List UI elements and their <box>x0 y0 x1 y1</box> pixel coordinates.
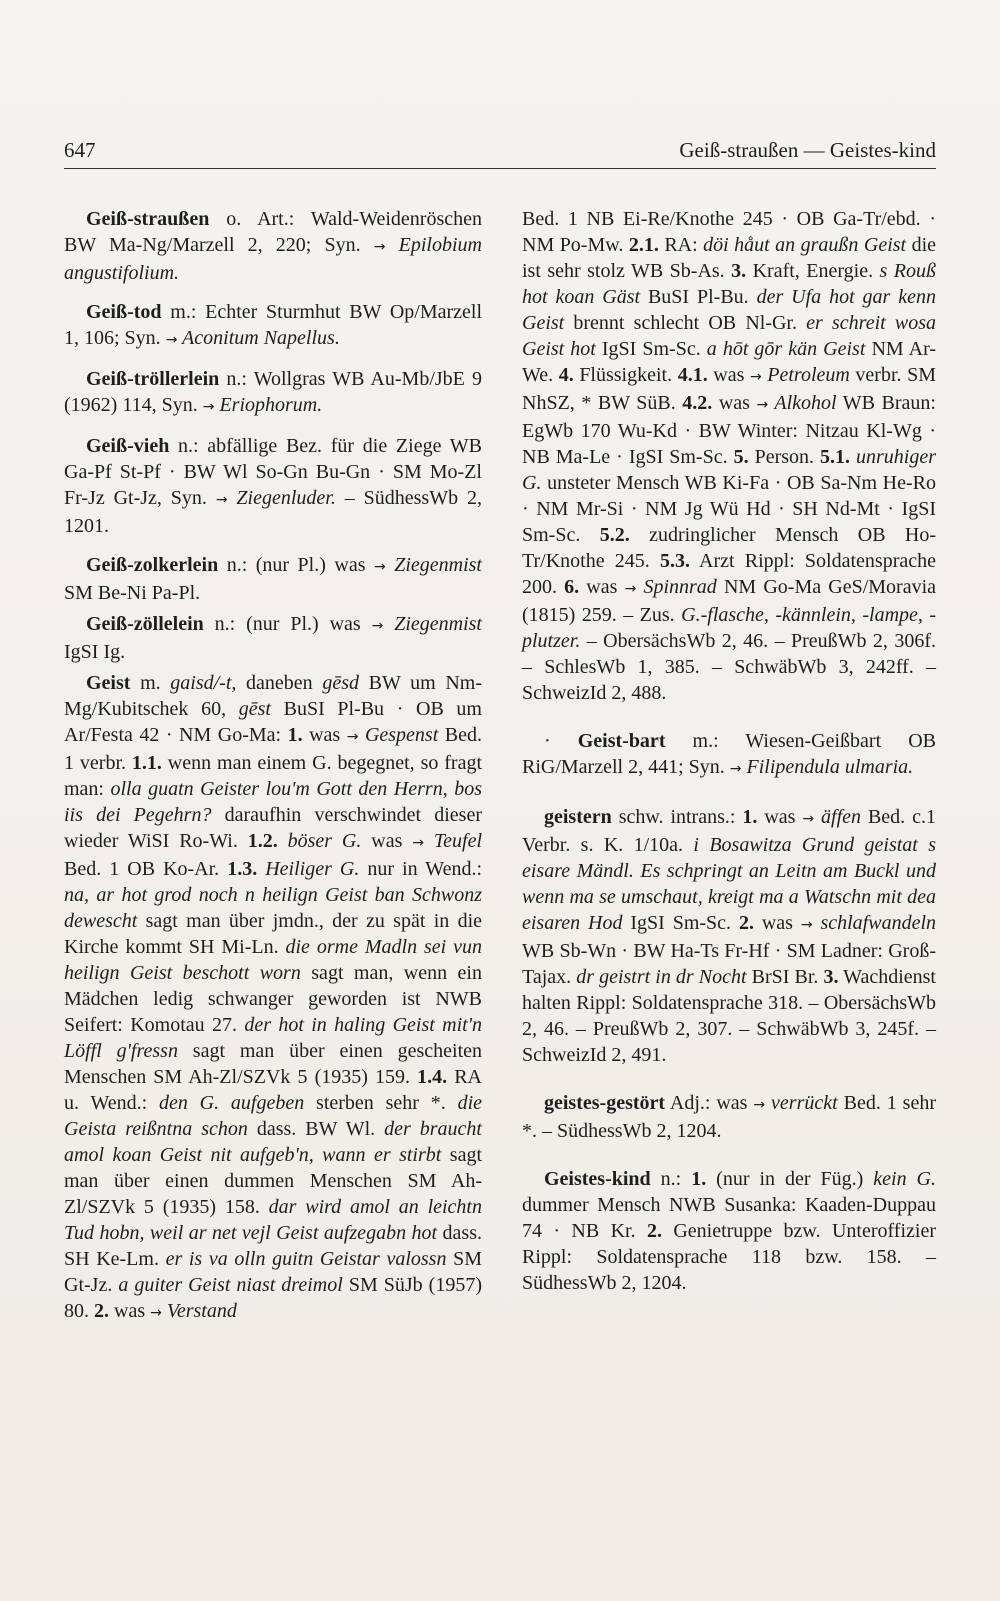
arrow-icon: → <box>165 332 178 348</box>
entry-text: Bed. 1 OB Ko-Ar. <box>64 858 228 880</box>
entry-text: was <box>707 364 750 386</box>
lemma: Geiß-zolkerlein <box>86 554 219 576</box>
entry-text: was <box>109 1300 151 1322</box>
entry-text: Bed. c.1 Verbr. s. K. 1/10a. <box>522 806 936 856</box>
entry-italic: i Bosawitza Grund geistat s eisare Mändl. Es schpringt an Leitn am Buckl und wenn ma se umschaut, kreigt ma a Watschn mit dea eisaren Hod <box>522 834 936 934</box>
lemma: Geiß-tröllerlein <box>86 368 220 390</box>
entry-text: dass. SH Ke-Lm. <box>64 1222 482 1270</box>
entry-text: – SüdhessWb 2, 1201. <box>64 487 482 537</box>
entry-text: was <box>361 830 413 852</box>
entry-italic: unruhiger G. <box>522 446 937 494</box>
entry-italic: die orme Madln sei vun heilign Geist beschott worn <box>64 936 482 984</box>
sense-number: 4.2. <box>682 392 713 414</box>
sense-number: 1. <box>742 806 758 828</box>
page-header <box>64 138 936 169</box>
entry-italic: kein G. <box>873 1168 936 1190</box>
entry-italic: den G. aufgeben <box>158 1092 305 1114</box>
entry-text: daraufhin verschwindet dieser wieder WiSI Ro-Wi. <box>64 804 483 852</box>
entry-text: sagt man über einen dummen Menschen SM Ah-Zl/SZVk 5 (1935) 158. <box>64 1144 482 1218</box>
arrow-icon: → <box>756 397 769 413</box>
entry-text: WB Braun: EgWb 170 Wu-Kd · BW Winter: Nitzau Kl-Wg · NB Ma-Le · IgSI Sm-Sc. <box>522 392 936 468</box>
right-column <box>522 206 936 1309</box>
entry-text: BrSI Br. <box>746 966 824 988</box>
entry-italic: Verstand <box>161 1300 237 1322</box>
entry-text: (nur in der Füg.) <box>706 1168 874 1190</box>
entry-italic: der hot in haling Geist mit'n Löffl g'fressn <box>64 1014 482 1062</box>
arrow-icon: → <box>202 399 215 415</box>
entry-text: BuSI Pl-Bu. <box>640 286 757 308</box>
entry-text: sagt man über einen gescheiten Menschen SM Ah-Zl/SZVk 5 (1935) 159. <box>64 1040 482 1088</box>
entry-text: NM Go-Ma GeS/Moravia (1815) 259. – Zus. <box>522 576 937 626</box>
entry-geist <box>64 670 482 1326</box>
sense-number: 2. <box>646 1220 662 1242</box>
arrow-icon: → <box>749 369 762 385</box>
entry-text: was <box>579 576 625 598</box>
entry-text: o. Art.: Wald-Weidenröschen BW Ma-Ng/Marzell 2, 220; Syn. <box>64 208 482 256</box>
entry-text: IgSI Sm-Sc. <box>622 912 739 934</box>
entry-italic: Ziegenmist <box>383 613 482 635</box>
arrow-icon: → <box>373 239 386 255</box>
entry-text: was <box>757 806 803 828</box>
sense-number: 5. <box>733 446 749 468</box>
lemma: geistes-gestört <box>544 1092 666 1114</box>
sense-number: 3. <box>731 260 747 282</box>
entry-text: Adj.: was <box>665 1092 754 1114</box>
entry-geistes-kind <box>522 1166 936 1296</box>
entry-geiss-troellerlein <box>64 366 482 420</box>
entry-text: IgSI Sm-Sc. <box>595 338 707 360</box>
entry-text: Bed. 1 NB Ei-Re/Knothe 245 · OB Ga-Tr/ebd. · NM Po-Mw. <box>522 208 936 256</box>
sense-number: 2.1. <box>628 234 659 256</box>
entry-text: m.: Wiesen-Geißbart OB RiG/Marzell 2, 441; Syn. <box>522 730 936 778</box>
entry-text: SM Gt-Jz. <box>64 1248 482 1296</box>
entry-text: die ist sehr stolz WB Sb-As. <box>522 234 937 282</box>
entry-italic: Ziegenmist <box>385 554 482 576</box>
arrow-icon: → <box>729 761 742 777</box>
entry-text: m.: Echter Sturmhut BW Op/Marzell 1, 106; Syn. <box>64 301 482 349</box>
entry-text: Kraft, Energie. <box>746 260 880 282</box>
entry-italic: die Geista reißntna schon <box>64 1092 482 1140</box>
entry-geiss-vieh <box>64 433 482 539</box>
entry-text: Bed. 1 verbr. <box>64 724 482 774</box>
entry-geiss-zolkerlein <box>64 552 482 606</box>
entry-italic: schlafwandeln <box>812 912 936 934</box>
lemma: Geiß-vieh <box>86 435 170 457</box>
entry-text: was <box>302 724 347 746</box>
sense-number: 1. <box>287 724 303 746</box>
running-head: Geiß-straußen — Geistes-kind <box>679 138 936 162</box>
entry-italic: gēst <box>238 698 271 720</box>
page-number: 647 <box>64 138 96 162</box>
lemma: Geist <box>86 672 131 694</box>
entry-text: IgSI Ig. <box>64 641 126 663</box>
entry-italic: G.-flasche, -kännlein, -lampe, -plutzer. <box>522 604 937 652</box>
entry-text: WB Sb-Wn · BW Ha-Ts Fr-Hf · SM Ladner: Groß-Tajax. <box>522 940 936 988</box>
entry-text: n.: <box>650 1168 692 1190</box>
sense-number: 1.1. <box>131 752 162 774</box>
sense-number: 1.4. <box>417 1066 448 1088</box>
entry-text: schw. intrans.: <box>611 806 743 828</box>
entry-italic: Heiliger G. <box>257 858 360 880</box>
entry-italic: Alkohol <box>768 392 837 414</box>
entry-italic: dar wird amol an leichtn Tud hobn, weil ar net vejl Geist aufzegabn hot <box>64 1196 482 1244</box>
entry-text: RA: <box>658 234 704 256</box>
entry-text: n.: Wollgras WB Au-Mb/JbE 9 (1962) 114, Syn. <box>64 368 482 416</box>
arrow-icon: → <box>215 492 228 508</box>
entry-geist-continued <box>522 206 936 706</box>
sense-number: 1.3. <box>227 858 258 880</box>
entry-text: dass. BW Wl. <box>247 1118 385 1140</box>
entry-text: SM Be-Ni Pa-Pl. <box>64 582 201 604</box>
entry-text: Flüssigkeit. <box>573 364 678 386</box>
entry-italic: Teufel <box>423 830 482 852</box>
entry-italic: Spinnrad <box>636 576 717 598</box>
sense-number: 5.1. <box>820 446 851 468</box>
entry-text: nur in Wend.: <box>359 858 482 880</box>
entry-italic: äffen <box>814 806 862 828</box>
entry-text: brennt schlecht OB Nl-Gr. <box>564 312 807 334</box>
sense-number: 4. <box>558 364 574 386</box>
entry-italic: s Rouß hot koan Gäst <box>522 260 937 308</box>
lemma: Geiß-zöllelein <box>86 613 204 635</box>
entry-geiss-tod <box>64 299 482 353</box>
sense-number: 2. <box>738 912 754 934</box>
entry-text: NM Ar-We. <box>522 338 936 386</box>
entry-text: sagt man, wenn ein Mädchen ledig schwanger geworden ist NWB Seifert: Komotau 27. <box>64 962 482 1036</box>
entry-italic: Gespenst <box>358 724 439 746</box>
lemma: Geist-bart <box>577 730 666 752</box>
entry-italic: a hōt gōr kän Geist <box>706 338 866 360</box>
arrow-icon: → <box>371 618 384 634</box>
entry-italic: döi håut an graußn Geist <box>703 234 907 256</box>
arrow-icon: → <box>753 1097 766 1113</box>
entry-italic: gēsd <box>322 672 359 694</box>
arrow-icon: → <box>624 581 637 597</box>
lemma: Geiß-straußen <box>86 208 210 230</box>
entry-geist-bart <box>522 728 936 782</box>
entry-text: daneben <box>236 672 323 694</box>
entry-geiss-zoellelein <box>64 611 482 665</box>
entry-italic: olla guatn Geister lou'm Gott den Herrn, bos iis dei Pegehrn? <box>64 778 482 826</box>
entry-text: m. <box>130 672 171 694</box>
lemma: Geiß-tod <box>86 301 162 323</box>
left-column <box>64 206 482 1339</box>
entry-text: n.: abfällige Bez. für die Ziege WB Ga-Pf St-Pf · BW Wl So-Gn Bu-Gn · SM Mo-Zl Fr-Jz Gt-Jz, Syn. <box>64 435 482 509</box>
entry-text: SM SüJb (1957) 80. <box>64 1274 482 1322</box>
entry-italic: Eriophorum. <box>214 394 323 416</box>
sense-number: 1. <box>691 1168 707 1190</box>
entry-text: Genietruppe bzw. Unteroffizier Rippl: Soldatensprache 118 bzw. 158. – SüdhessWb 2, 1204. <box>522 1220 936 1294</box>
entry-text: sterben sehr *. <box>304 1092 458 1114</box>
sense-number: 2. <box>94 1300 109 1322</box>
entry-text: wenn man einem G. begegnet, so fragt man: <box>64 752 483 800</box>
sense-number: 3. <box>823 966 839 988</box>
sense-number: 6. <box>564 576 580 598</box>
entry-italic: Epilobium angustifolium. <box>64 234 482 284</box>
entry-italic: der Ufa hot gar kenn Geist <box>522 286 936 334</box>
arrow-icon: → <box>412 835 424 851</box>
entry-text: n.: (nur Pl.) was <box>203 613 372 635</box>
arrow-icon: → <box>800 917 813 933</box>
entry-italic: verrückt <box>765 1092 838 1114</box>
sense-number: 1.2. <box>247 830 278 852</box>
entry-italic: der braucht amol koan Geist nit aufgeb'n, wann er stirbt <box>64 1118 482 1166</box>
entry-italic: na, ar hot grod noch n heilign Geist ban Schwonz dewescht <box>64 884 482 932</box>
entry-italic: Ziegenluder. <box>227 487 336 509</box>
entry-geistern <box>522 804 936 1068</box>
entry-text: unsteter Mensch WB Ki-Fa · OB Sa-Nm He-Ro · NM Mr-Si · NM Jg Wü Hd · SH Nd-Mt · IgSI Sm-Sc. <box>522 472 936 546</box>
entry-text: sagt man über jmdn., der zu spät in die Kirche kommt SH Mi-Ln. <box>64 910 482 958</box>
entry-italic: er schreit wosa Geist hot <box>522 312 936 360</box>
sense-number: 5.2. <box>599 524 630 546</box>
entry-text: – ObersächsWb 2, 46. – PreußWb 2, 306f. – SchlesWb 1, 385. – SchwäbWb 3, 242ff. – SchweizId 2, 488. <box>522 630 936 704</box>
arrow-icon: → <box>802 811 815 827</box>
sense-number: 4.1. <box>677 364 708 386</box>
entry-text: RA u. Wend.: <box>64 1066 482 1114</box>
entry-text: Arzt Rippl: Soldatensprache 200. <box>522 550 937 598</box>
entry-italic: dr geistrt in dr Nocht <box>576 966 747 988</box>
entry-text: verbr. SM NhSZ, * BW SüB. <box>522 364 936 414</box>
entry-text: zudringlicher Mensch OB Ho-Tr/Knothe 245. <box>522 524 937 572</box>
entry-text: dummer Mensch NWB Susanka: Kaaden-Duppau 74 · NB Kr. <box>522 1194 936 1242</box>
entry-text: Wachdienst halten Rippl: Soldatensprache 318. – ObersächsWb 2, 46. – PreußWb 2, 307. – SchwäbWb 3, 245f. – SchweizId 2, 491. <box>522 966 936 1066</box>
entry-italic: böser G. <box>277 830 362 852</box>
entry-italic: Aconitum Napellus. <box>177 327 340 349</box>
entry-italic: er is va olln guitn Geistar valossn <box>165 1248 447 1270</box>
entry-text: was <box>712 392 757 414</box>
entry-text: BW um Nm-Mg/Kubitschek 60, <box>64 672 482 720</box>
entry-text: BuSI Pl-Bu · OB um Ar/Festa 42 · NM Go-Ma: <box>64 698 482 746</box>
entry-text: Bed. 1 sehr *. – SüdhessWb 2, 1204. <box>522 1092 936 1142</box>
lemma: Geistes-kind <box>544 1168 651 1190</box>
entry-text: n.: (nur Pl.) was <box>218 554 374 576</box>
entry-italic: a guiter Geist niast dreimol <box>118 1274 343 1296</box>
entry-text: Person. <box>748 446 821 468</box>
entry-geiss-straussen <box>64 206 482 286</box>
arrow-icon: → <box>346 729 359 745</box>
arrow-icon: → <box>150 1305 162 1321</box>
entry-italic: Petroleum <box>761 364 850 386</box>
arrow-icon: → <box>373 559 386 575</box>
lemma: geistern <box>544 806 612 828</box>
entry-italic: gaisd/-t, <box>170 672 237 694</box>
entry-italic: Filipendula ulmaria. <box>741 756 914 778</box>
sense-number: 5.3. <box>659 550 690 572</box>
entry-geistes-gestoert <box>522 1090 936 1144</box>
entry-bullet: · <box>544 730 578 752</box>
entry-text: was <box>753 912 801 934</box>
